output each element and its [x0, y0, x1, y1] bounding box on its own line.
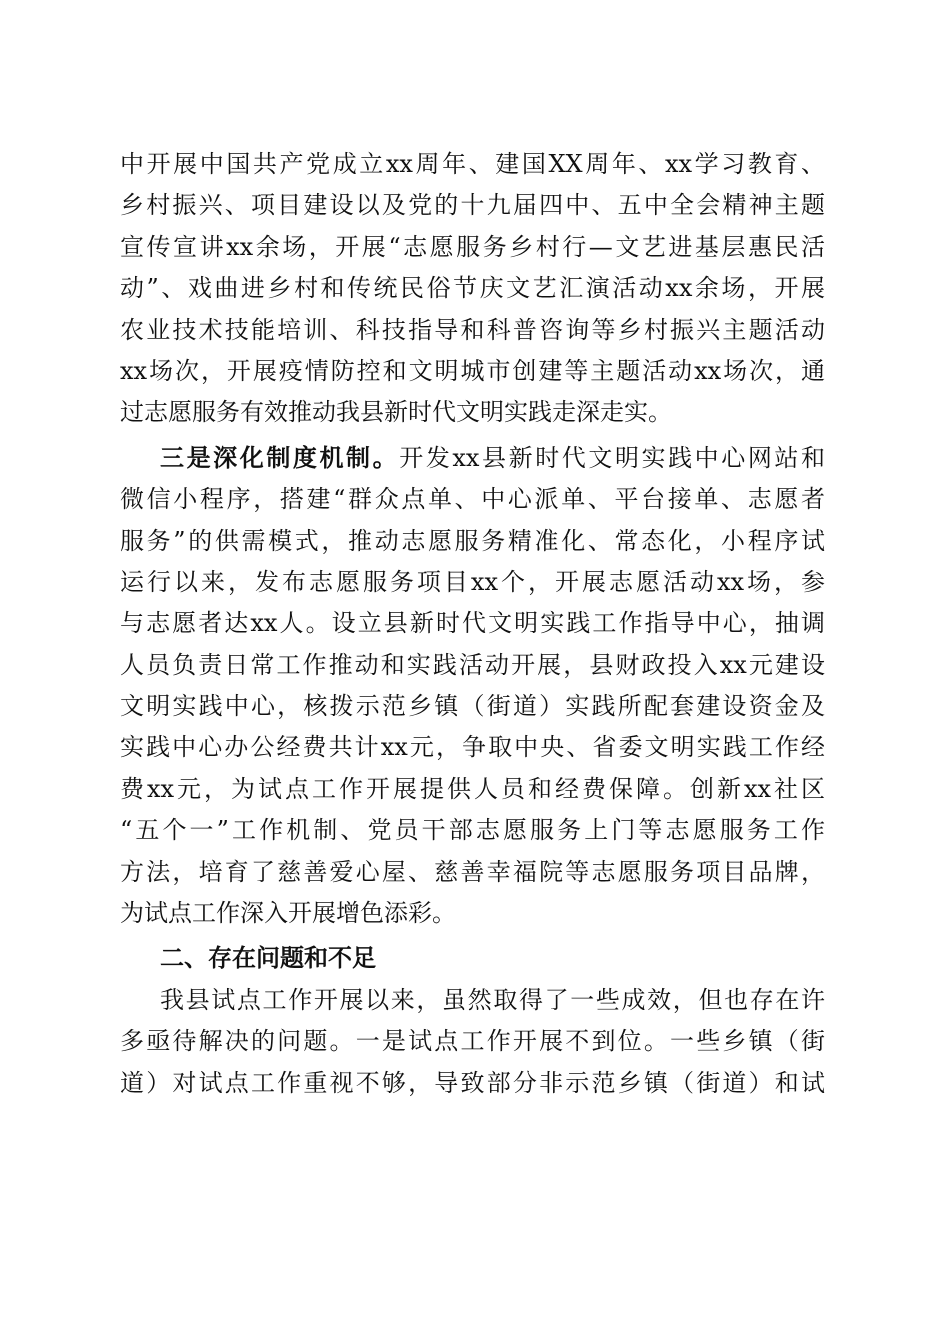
paragraph-line: 实践中心办公经费共计xx元，争取中央、省委文明实践工作经: [120, 733, 825, 762]
paragraph-1: [120, 144, 825, 434]
document-body: [120, 144, 825, 1104]
section-heading: 二、存在问题和不足: [160, 944, 376, 973]
paragraph-line: 微信小程序，搭建“群众点单、中心派单、平台接单、志愿者: [120, 485, 825, 514]
paragraph-line: 服务”的供需模式，推动志愿服务精准化、常态化，小程序试: [120, 526, 825, 555]
paragraph-line: 运行以来，发布志愿服务项目xx个，开展志愿活动xx场，参: [120, 567, 825, 596]
paragraph-line: 我县试点工作开展以来，虽然取得了一些成效，但也存在许: [160, 985, 825, 1014]
paragraph-3: [120, 980, 825, 1104]
paragraph-line: 费xx元，为试点工作开展提供人员和经费保障。创新xx社区: [120, 774, 825, 803]
paragraph-first-line-text: 开发xx县新时代文明实践中心网站和: [399, 443, 825, 472]
paragraph-line: 多亟待解决的问题。一是试点工作开展不到位。一些乡镇（街: [120, 1027, 825, 1056]
paragraph-line: 道）对试点工作重视不够，导致部分非示范乡镇（街道）和试: [120, 1068, 825, 1097]
paragraph-line: 中开展中国共产党成立xx周年、建国XX周年、xx学习教育、: [120, 150, 825, 178]
paragraph-first-line: [120, 438, 825, 479]
paragraph-line: 方法，培育了慈善爱心屋、慈善幸福院等志愿服务项目品牌，: [120, 857, 825, 886]
paragraph-line: 动”、戏曲进乡村和传统民俗节庆文艺汇演活动xx余场，开展: [120, 274, 825, 303]
paragraph-lead-bold: 三是深化制度机制。: [160, 443, 400, 472]
paragraph-line: “五个一”工作机制、党员干部志愿服务上门等志愿服务工作: [120, 816, 825, 845]
paragraph-line: 过志愿服务有效推动我县新时代文明实践走深走实。: [120, 398, 672, 427]
paragraph-2: [120, 438, 825, 935]
paragraph-line: 与志愿者达xx人。设立县新时代文明实践工作指导中心，抽调: [120, 609, 825, 638]
paragraph-line: 为试点工作深入开展增色添彩。: [120, 899, 456, 928]
paragraph-line: 宣传宣讲xx余场，开展“志愿服务乡村行—文艺进基层惠民活: [120, 232, 825, 261]
paragraph-line: 农业技术技能培训、科技指导和科普咨询等乡村振兴主题活动: [120, 315, 825, 344]
paragraph-line: 乡村振兴、项目建设以及党的十九届四中、五中全会精神主题: [120, 191, 825, 220]
paragraph-line: xx场次，开展疫情防控和文明城市创建等主题活动xx场次，通: [120, 356, 825, 385]
paragraph-line: 人员负责日常工作推动和实践活动开展，县财政投入xx元建设: [120, 650, 825, 679]
paragraph-line: 文明实践中心，核拨示范乡镇（街道）实践所配套建设资金及: [120, 692, 825, 721]
